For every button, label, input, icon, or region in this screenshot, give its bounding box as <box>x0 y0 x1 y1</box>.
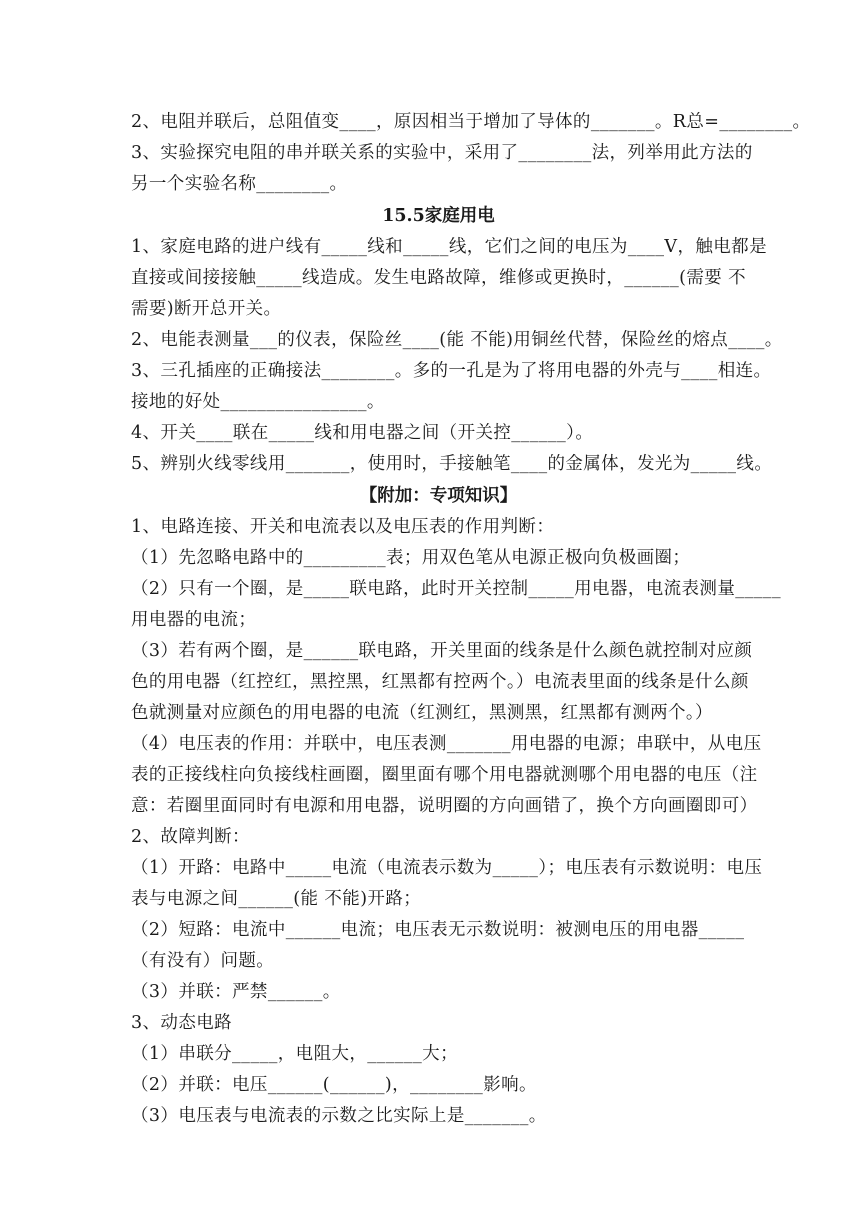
text-line: 另一个实验名称________。 <box>131 174 348 194</box>
text-line: （3）并联：严禁______。 <box>131 982 341 1002</box>
text-line: （3）电压表与电流表的示数之比实际上是_______。 <box>131 1106 547 1126</box>
section-appendix <box>131 512 781 1132</box>
text-line: （2）并联：电压______(______)，________影响。 <box>131 1075 537 1095</box>
text-line: （2）只有一个圈，是_____联电路，此时开关控制_____用电器，电流表测量_____ <box>131 579 781 599</box>
text-line: 需要)断开总开关。 <box>131 299 282 319</box>
text-line: 5、辨别火线零线用_______，使用时，手接触笔____的金属体，发光为_____线。 <box>131 454 773 474</box>
text-line: 3、三孔插座的正确接法________。多的一孔是为了将用电器的外壳与____相连。 <box>131 361 772 381</box>
text-line: 用电器的电流； <box>131 610 257 630</box>
text-line: 2、电阻并联后，总阻值变____，原因相当于增加了导体的_______。R总=________。 <box>131 112 811 132</box>
text-line: 4、开关____联在_____线和用电器之间（开关控______）。 <box>131 423 594 443</box>
text-line: 表与电源之间______(能 不能)开路； <box>131 889 422 909</box>
section-title-household-electricity: 15.5家庭用电 <box>382 206 495 226</box>
text-line: （1）开路：电路中_____电流（电流表示数为_____）；电压表有示数说明：电压 <box>131 858 763 878</box>
text-line: 色的用电器（红控红，黑控黑，红黑都有控两个。）电流表里面的线条是什么颜 <box>131 672 749 692</box>
text-line: （1）串联分_____，电阻大，______大； <box>131 1044 458 1064</box>
text-line: 表的正接线柱向负接线柱画圈，圈里面有哪个用电器就测哪个用电器的电压（注 <box>131 765 758 785</box>
section-series-parallel <box>131 107 811 200</box>
text-line: （3）若有两个圈，是______联电路，开关里面的线条是什么颜色就控制对应颜 <box>131 641 753 661</box>
section-household-electricity <box>131 232 783 480</box>
text-line: 1、家庭电路的进户线有_____线和_____线，它们之间的电压为____V，触电都是 <box>131 237 767 257</box>
text-line: 直接或间接接触_____线造成。发生电路故障，维修或更换时，______(需要 不 <box>131 268 747 288</box>
text-line: 意：若圈里面同时有电源和用电器，说明圈的方向画错了，换个方向画圈即可） <box>131 796 758 816</box>
text-line: （1）先忽略电路中的_________表；用双色笔从电源正极向负极画圈； <box>131 548 691 568</box>
text-line: 3、实验探究电阻的串并联关系的实验中，采用了________法，列举用此方法的 <box>131 143 753 163</box>
text-line: 2、故障判断： <box>131 827 250 847</box>
text-line: 1、电路连接、开关和电流表以及电压表的作用判断： <box>131 517 555 537</box>
text-line: 色就测量对应颜色的用电器的电流（红测红，黑测黑，红黑都有测两个。） <box>131 703 713 723</box>
text-line: （2）短路：电流中______电流；电压表无示数说明：被测电压的用电器_____ <box>131 920 745 940</box>
section-title-appendix: 【附加：专项知识】 <box>359 486 518 506</box>
text-line: （4）电压表的作用：并联中，电压表测_______用电器的电源；串联中，从电压 <box>131 734 762 754</box>
text-line: 3、动态电路 <box>131 1013 233 1033</box>
text-line: 接地的好处________________。 <box>131 392 385 412</box>
text-line: 2、电能表测量___的仪表，保险丝____(能 不能)用铜丝代替，保险丝的熔点____。 <box>131 330 783 350</box>
text-line: （有没有）问题。 <box>131 951 275 971</box>
